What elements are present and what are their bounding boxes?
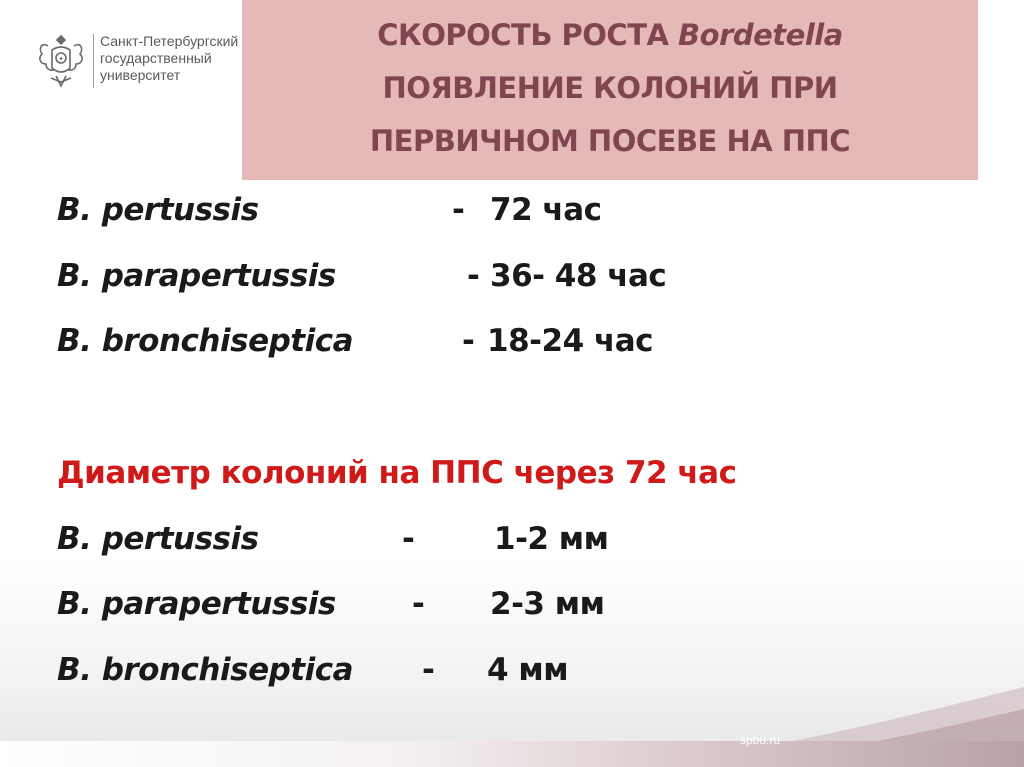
svg-text:✦: ✦	[58, 56, 64, 63]
dash: -	[452, 192, 465, 228]
coat-of-arms-icon	[34, 30, 88, 92]
species-name: B. bronchiseptica	[57, 652, 354, 688]
diameter-value: 1-2 мм	[494, 521, 609, 557]
dash: -	[412, 586, 425, 622]
growth-value: 72 час	[490, 192, 602, 228]
diameter-heading: Диаметр колоний на ППС через 72 час	[57, 455, 737, 491]
university-name-line-1: Санкт-Петербургский	[100, 33, 239, 49]
title-line-1-prefix: СКОРОСТЬ РОСТА	[377, 18, 669, 52]
slide-title	[242, 0, 978, 180]
diameter-value: 2-3 мм	[490, 586, 605, 622]
logo-divider	[93, 34, 94, 88]
title-line-3: ПЕРВИЧНОМ ПОСЕВЕ НА ППС	[369, 124, 851, 158]
diameter-value: 4 мм	[487, 652, 569, 688]
university-name	[100, 33, 242, 84]
dash: -	[422, 652, 435, 688]
university-name-line-2: государственный	[100, 50, 212, 66]
footer-bar	[0, 741, 1024, 767]
species-name: B. bronchiseptica	[57, 323, 354, 359]
footer-url: spbu.ru	[740, 733, 781, 747]
dash: -	[467, 258, 480, 294]
title-line-2: ПОЯВЛЕНИЕ КОЛОНИЙ ПРИ	[382, 71, 838, 105]
title-line-1	[242, 18, 978, 52]
species-name: B. parapertussis	[57, 586, 336, 622]
growth-value: 18-24 час	[487, 323, 654, 359]
dash: -	[462, 323, 475, 359]
species-name: B. parapertussis	[57, 258, 336, 294]
title-genus: Bordetella	[678, 18, 843, 52]
species-name: B. pertussis	[57, 521, 259, 557]
dash: -	[402, 521, 415, 557]
university-name-line-3: университет	[100, 67, 181, 83]
university-logo	[0, 0, 242, 118]
growth-value: 36- 48 час	[490, 258, 667, 294]
species-name: B. pertussis	[57, 192, 259, 228]
